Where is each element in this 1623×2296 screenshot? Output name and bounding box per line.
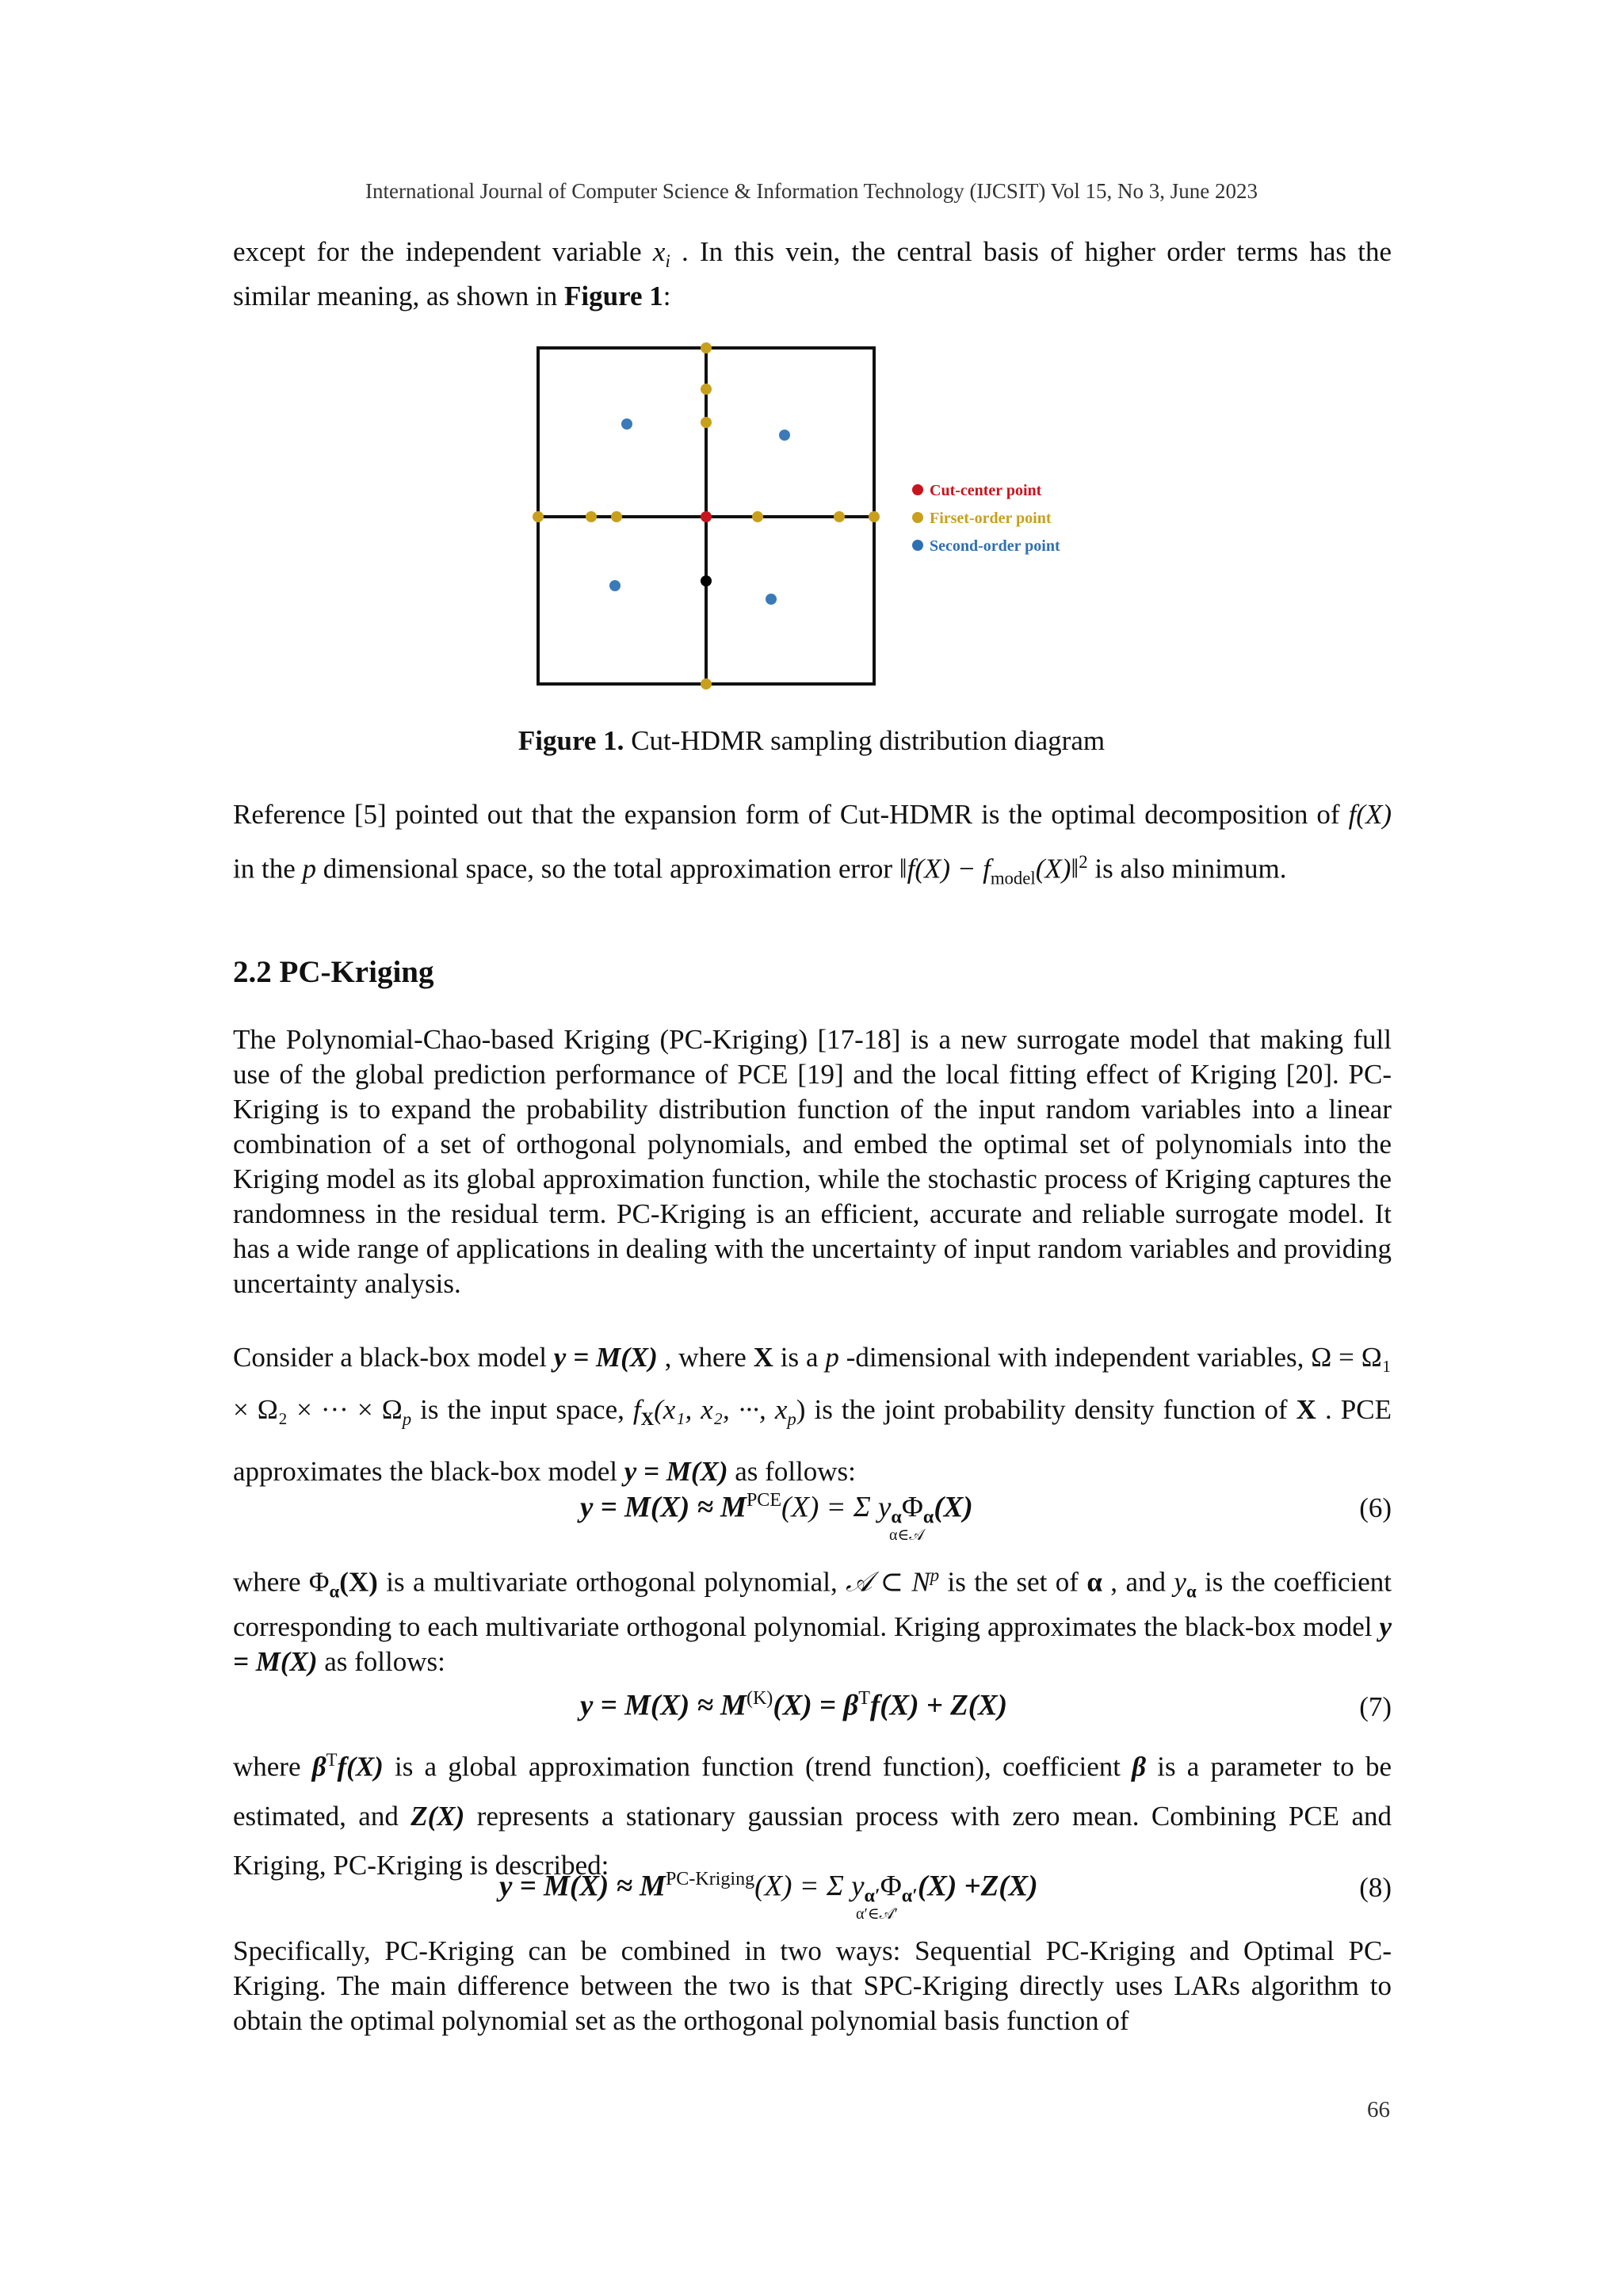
consider-paragraph: Consider a black-box model y = M(X) , where X is a p -dimensional with independent variables, Ω = Ω₁ × Ω₂ × ··· × $\Omega_p$ is the input space, $f_X(x_1$, x₂, ···, $x_p$) is the joint probability density function of X . PCE approximates the black-box model y = M(X) as follows:: [233, 1342, 1392, 1487]
equation-6-number: (6): [1359, 1492, 1392, 1523]
intro-paragraph: except for the independent variable $x_i$ . In this vein, the central basis of higher order terms has the similar meaning, as shown in Figure 1:: [233, 236, 1392, 311]
figure-caption-text: Cut-HDMR sampling distribution diagram: [624, 725, 1106, 756]
sum-index: α′∈𝒜′: [856, 1905, 898, 1923]
legend-marker-cut-center: [912, 484, 923, 495]
figure-caption-label: Figure 1.: [517, 725, 624, 756]
legend-label-first-order: Firset-order point: [930, 510, 1052, 527]
black-point: [701, 575, 712, 586]
second-order-point: [621, 418, 632, 430]
equation-7: $y = M(X) \approx M^{(K)}(X) = \beta^Tf(X) + Z(X)$: [580, 1688, 1008, 1722]
pc-kriging-paragraph: The Polynomial-Chao-based Kriging (PC-Kriging) [17-18] is a new surrogate model that making full use of the global prediction performance of PCE [19] and the local fitting effect of Kriging [20]. PC-Kriging is to expand the probability distribution function of the input random variables into a linear combination of a set of orthogonal polynomials, and embed the optimal set of polynomials into the Kriging model as its global approximation function, while the stochastic process of Kriging captures the randomness in the residual term. PC-Kriging is an efficient, accurate and reliable surrogate model. It has a wide range of applications in dealing with the uncertainty of input random variables and providing uncertainty analysis.: [233, 1024, 1392, 1299]
first-order-point: [586, 511, 597, 522]
figure-reference[interactable]: Figure 1: [564, 281, 663, 311]
first-order-point: [701, 417, 712, 428]
cut-hdmr-figure: [523, 337, 1094, 701]
figure-legend: [912, 482, 1060, 555]
second-order-point: [609, 580, 621, 591]
equation-8: $y = M(X) \approx M^{PC-Kriging}(X) = \Sigma$ $y_{\alpha'}\Phi_{\alpha'}(X) +Z(X)$ α′∈𝒜′: [499, 1869, 1038, 1923]
sum-index: α∈𝒜: [889, 1526, 925, 1544]
first-order-point: [701, 342, 712, 353]
legend-marker-first-order: [912, 512, 923, 523]
first-order-point: [533, 511, 544, 522]
first-order-point: [611, 511, 622, 522]
section-heading: 2.2 PC-Kriging: [233, 955, 434, 989]
second-order-points: [609, 418, 790, 605]
legend-marker-second-order: [912, 540, 923, 551]
where-paragraph-1: where $\Phi_\alpha(X)$ is a multivariate orthogonal polynomial, 𝒜 ⊂ $N^p$ is the set of α , and $y_\alpha$ is the coefficient corresponding to each multivariate orthogonal polynomial. Kriging approximates the black-box model y = M(X) as follows:: [233, 1565, 1392, 1677]
equation-8-number: (8): [1359, 1872, 1392, 1903]
where-paragraph-2: where $\beta^Tf(X)$ is a global approximation function (trend function), coefficient β is a parameter to be estimated, and Z(X) represents a stationary gaussian process with zero mean. Combining PCE and Kriging, PC-Kriging is described:: [233, 1750, 1392, 1881]
cut-center-point: [701, 511, 712, 522]
first-order-point: [752, 511, 763, 522]
second-order-point: [766, 594, 777, 605]
equation-6: $y = M(X) \approx M^{PCE}(X) = \Sigma$ $y_\alpha\Phi_\alpha(X)$ α∈𝒜: [580, 1490, 973, 1544]
legend-label-second-order: Second-order point: [930, 537, 1060, 555]
first-order-point: [869, 511, 880, 522]
first-order-point: [701, 678, 712, 690]
second-order-point: [779, 430, 790, 441]
reference-paragraph: Reference [5] pointed out that the expansion form of Cut-HDMR is the optimal decomposition of f(X) in the p dimensional space, so the total approximation error ‖f(X) − $f_{model}(X)‖^2$ is also minimum.: [233, 799, 1392, 888]
page-number: 66: [1367, 2097, 1390, 2122]
specifically-paragraph: Specifically, PC-Kriging can be combined in two ways: Sequential PC-Kriging and Optimal PC-Kriging. The main difference between the two is that SPC-Kriging directly uses LARs algorithm to obtain the optimal polynomial set as the orthogonal polynomial basis function of: [233, 1935, 1392, 2036]
running-header: International Journal of Computer Science & Information Technology (IJCSIT) Vol 15, No 3, June 2023: [365, 179, 1258, 203]
figure-caption: [0, 725, 1623, 757]
first-order-point: [701, 384, 712, 395]
equation-7-number: (7): [1359, 1691, 1392, 1722]
legend-label-cut-center: Cut-center point: [930, 482, 1042, 499]
first-order-point: [834, 511, 845, 522]
